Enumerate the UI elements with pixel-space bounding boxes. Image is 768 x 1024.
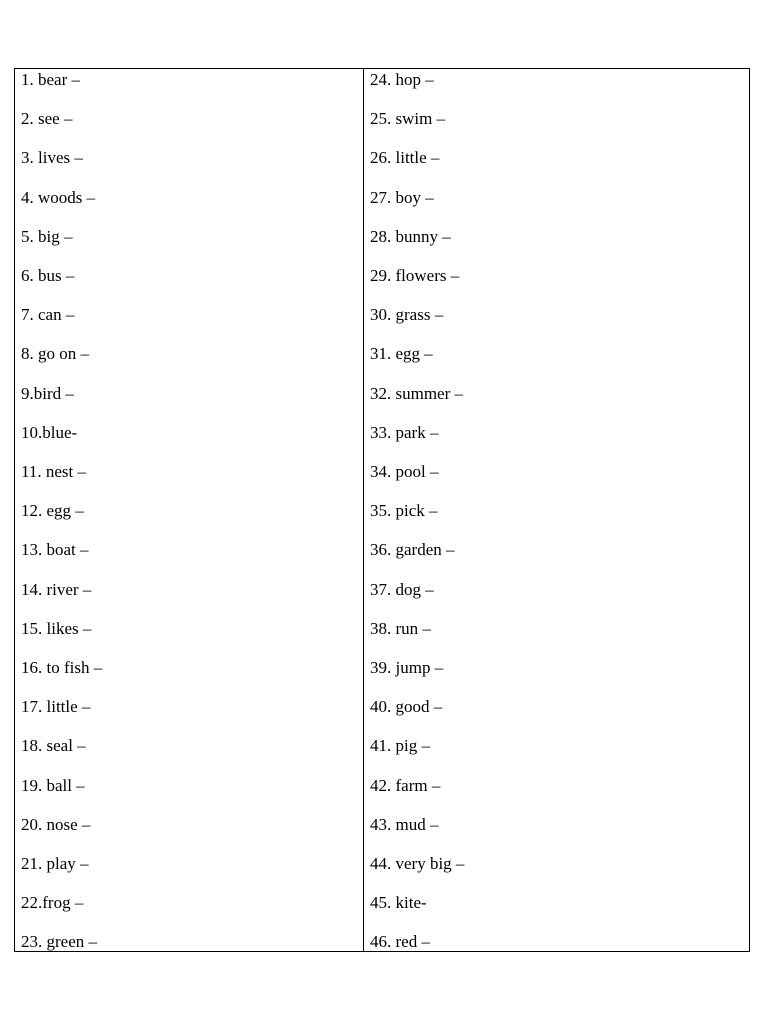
word-list-table	[14, 68, 750, 952]
word-entry: 23. green –	[21, 932, 98, 952]
word-entry: 37. dog –	[370, 579, 434, 599]
word-entry: 40. good –	[370, 697, 443, 717]
word-entry: 16. to fish –	[21, 658, 103, 677]
right-column	[364, 69, 749, 951]
word-entry: 31. egg –	[370, 344, 433, 364]
word-entry: 24. hop –	[370, 70, 434, 89]
word-entry: 25. swim –	[370, 109, 446, 129]
word-entry: 32. summer –	[370, 383, 464, 403]
word-entry: 35. pick –	[370, 501, 438, 521]
word-entry: 22.frog –	[21, 893, 84, 913]
word-entry: 8. go on –	[21, 344, 89, 364]
word-entry: 34. pool –	[370, 462, 439, 481]
word-entry: 4. woods –	[21, 187, 96, 207]
word-entry: 19. ball –	[21, 775, 85, 795]
word-entry: 36. garden –	[370, 540, 455, 560]
word-entry: 1. bear –	[21, 70, 81, 89]
word-entry: 5. big –	[21, 226, 73, 246]
word-entry: 41. pig –	[370, 736, 430, 756]
word-entry: 11. nest –	[21, 462, 87, 481]
word-entry: 33. park –	[370, 422, 439, 442]
word-entry: 44. very big –	[370, 854, 465, 873]
word-entry: 18. seal –	[21, 736, 86, 756]
word-entry: 29. flowers –	[370, 266, 460, 285]
left-column	[15, 69, 364, 951]
word-entry: 14. river –	[21, 579, 92, 599]
word-entry: 45. kite-	[370, 893, 427, 913]
word-entry: 21. play –	[21, 854, 89, 873]
word-entry: 2. see –	[21, 109, 73, 129]
word-entry: 15. likes –	[21, 618, 92, 638]
word-entry: 46. red –	[370, 932, 430, 952]
word-entry: 7. can –	[21, 305, 75, 325]
word-entry: 3. lives –	[21, 148, 83, 168]
word-entry: 38. run –	[370, 618, 431, 638]
word-entry: 12. egg –	[21, 501, 84, 521]
word-entry: 43. mud –	[370, 814, 439, 834]
word-entry: 6. bus –	[21, 266, 75, 285]
word-entry: 28. bunny –	[370, 226, 451, 246]
word-entry: 42. farm –	[370, 775, 441, 795]
word-entry: 30. grass –	[370, 305, 444, 325]
word-entry: 27. boy –	[370, 187, 434, 207]
word-entry: 10.blue-	[21, 422, 78, 442]
word-entry: 39. jump –	[370, 658, 444, 677]
word-entry: 9.bird –	[21, 383, 74, 403]
word-entry: 26. little –	[370, 148, 440, 168]
word-entry: 17. little –	[21, 697, 91, 717]
word-entry: 20. nose –	[21, 814, 91, 834]
word-entry: 13. boat –	[21, 540, 89, 560]
